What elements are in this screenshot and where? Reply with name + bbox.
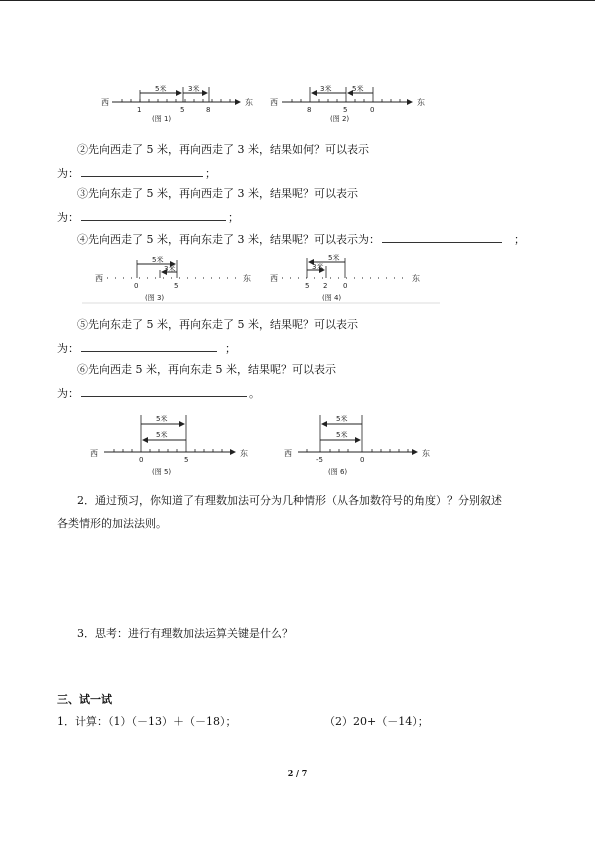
item-6-suffix: 。 — [249, 387, 260, 400]
fig2-arrow-label-2: 5米 — [352, 85, 364, 93]
item-3-line1: ③先向东走了 5 米，再向西走了 3 米，结果呢？可以表示 — [77, 187, 358, 200]
section-3-heading: 三、试一试 — [57, 693, 112, 706]
fig3-east-label: 东 — [243, 274, 251, 283]
item-2-prefix: 为： — [57, 167, 79, 180]
fig6-arrow-label-1: 5米 — [336, 415, 348, 423]
item-6-line1: ⑥先向西走 5 米，再向东走 5 米，结果呢？可以表示 — [77, 363, 336, 376]
fig1-caption: (图 1) — [152, 115, 172, 123]
fig2-caption: (图 2) — [330, 115, 350, 123]
fig6-tick-1: -5 — [316, 456, 323, 464]
item-2-suffix: ； — [205, 167, 216, 180]
question-2-line1: 2．通过预习，你知道了有理数加法可分为几种情形（从各加数符号的角度）？分别叙述 — [77, 494, 502, 507]
item-5-blank[interactable] — [81, 341, 217, 352]
item-5-prefix: 为： — [57, 342, 79, 355]
item-6-answer — [57, 386, 260, 401]
item-4-line — [77, 232, 525, 247]
fig1-tick-2: 5 — [180, 106, 185, 114]
item-4-blank[interactable] — [382, 232, 502, 243]
fig4-east-label: 东 — [412, 274, 420, 283]
fig5-tick-2: 5 — [184, 456, 189, 464]
figure-3 — [95, 255, 251, 302]
figure-6 — [284, 414, 430, 476]
fig2-tick-1: 8 — [307, 106, 312, 114]
fig4-arrow-label-1: 3米 — [312, 263, 324, 271]
fig5-east-label: 东 — [240, 449, 248, 458]
fig5-tick-1: 0 — [139, 456, 144, 464]
fig1-tick-1: 1 — [137, 106, 142, 114]
figure-4 — [270, 253, 420, 302]
fig6-caption: (图 6) — [328, 468, 348, 476]
fig5-arrow-label-1: 5米 — [156, 415, 168, 423]
fig3-tick-2: 5 — [174, 282, 179, 290]
fig4-tick-3: 0 — [343, 282, 348, 290]
fig4-caption: (图 4) — [322, 294, 342, 302]
figure-1 — [101, 84, 253, 123]
fig1-west-label: 西 — [101, 98, 109, 107]
fig2-west-label: 西 — [270, 98, 278, 107]
item-5-suffix: ； — [225, 342, 236, 355]
item-3-blank[interactable] — [81, 210, 226, 221]
fig5-west-label: 西 — [90, 449, 98, 458]
fig6-west-label: 西 — [284, 449, 292, 458]
fig3-caption: (图 3) — [145, 294, 165, 302]
question-2-line2: 各类情形的加法法则。 — [57, 517, 167, 530]
fig3-arrow-label-1: 5米 — [152, 256, 164, 264]
item-6-prefix: 为： — [57, 387, 79, 400]
fig2-tick-2: 5 — [343, 106, 348, 114]
fig1-tick-3: 8 — [206, 106, 211, 114]
figure-2 — [270, 84, 425, 123]
fig3-arrow-label-2: 3米 — [164, 265, 176, 273]
question-3: 3．思考：进行有理数加法运算关键是什么？ — [77, 627, 293, 640]
item-3-suffix: ； — [228, 211, 239, 224]
section-3-problem-1: 1．计算：（1）（－13）＋（－18）； — [57, 715, 237, 728]
fig1-east-label: 东 — [245, 98, 253, 107]
fig5-arrow-label-2: 5米 — [156, 431, 168, 439]
fig4-arrow-label-2: 5米 — [328, 254, 340, 262]
item-5-answer — [57, 341, 236, 356]
fig3-tick-1: 0 — [134, 282, 139, 290]
item-4-text: ④先向西走了 5 米，再向东走了 3 米，结果呢？可以表示为： — [77, 233, 380, 246]
fig1-arrow-label-1: 5米 — [155, 85, 167, 93]
fig2-east-label: 东 — [417, 98, 425, 107]
fig4-west-label: 西 — [270, 274, 278, 283]
fig4-tick-2: 2 — [323, 282, 328, 290]
section-3-problem-2: （2）20+（－14）； — [324, 715, 429, 728]
figure-5 — [90, 414, 248, 476]
item-2-blank[interactable] — [81, 166, 203, 177]
item-5-line1: ⑤先向东走了 5 米，再向东走了 5 米，结果呢？可以表示 — [77, 318, 358, 331]
item-2-answer — [57, 166, 216, 181]
item-3-answer — [57, 210, 239, 225]
item-6-blank[interactable] — [81, 386, 247, 397]
fig5-caption: (图 5) — [152, 468, 172, 476]
item-2-line1: ②先向西走了 5 米，再向西走了 3 米，结果如何？可以表示 — [77, 143, 369, 156]
item-4-suffix: ； — [513, 233, 525, 246]
fig6-arrow-label-2: 5米 — [336, 431, 348, 439]
fig3-west-label: 西 — [95, 274, 103, 283]
fig2-arrow-label-1: 3米 — [320, 85, 332, 93]
fig1-arrow-label-2: 3米 — [188, 85, 200, 93]
fig6-tick-2: 0 — [360, 456, 365, 464]
item-3-prefix: 为： — [57, 211, 79, 224]
fig4-tick-1: 5 — [305, 282, 310, 290]
fig6-east-label: 东 — [422, 449, 430, 458]
fig2-tick-3: 0 — [370, 106, 375, 114]
page-number: 2 / 7 — [287, 768, 308, 778]
